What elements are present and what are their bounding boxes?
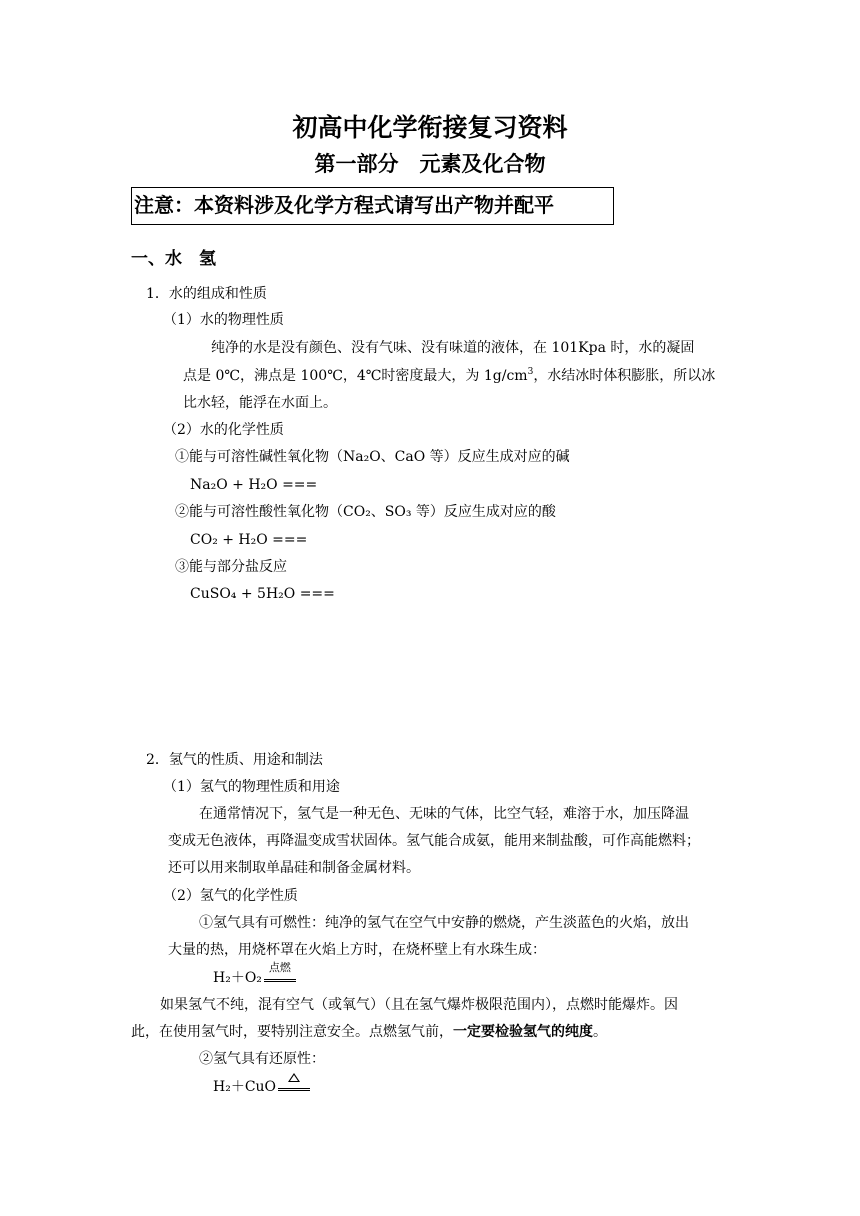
hydrogen-physical-heading: （1）氢气的物理性质和用途 <box>163 779 340 795</box>
water-chemical-item-1: ①能与可溶性碱性氧化物（Na₂O、CaO 等）反应生成对应的碱 <box>175 449 570 465</box>
hydrogen-warning-line-2 <box>131 1022 607 1042</box>
hydrogen-warning-line-1: 如果氢气不纯，混有空气（或氧气）（且在氢气爆炸极限范围内），点燃时能爆炸。因 <box>160 997 678 1013</box>
ignition-arrow <box>264 961 296 982</box>
document-subtitle: 第一部分 元素及化合物 <box>314 151 546 176</box>
heat-arrow <box>278 1077 310 1091</box>
water-physical-heading: （1）水的物理性质 <box>163 312 284 328</box>
hydrogen-heading: 2．氢气的性质、用途和制法 <box>146 752 323 768</box>
equation-h2-o2-reactants: H₂＋O₂ <box>213 970 262 986</box>
water-chemical-item-3: ③能与部分盐反应 <box>175 559 287 575</box>
hydrogen-combustion-line-2: 大量的热，用烧杯罩在火焰上方时，在烧杯壁上有水珠生成： <box>168 942 546 958</box>
ignition-label: 点燃 <box>268 961 291 974</box>
equation-cuso4-h2o: CuSO₄ + 5H₂O === <box>190 586 335 602</box>
equation-h2-cuo-reactants: H₂＋CuO <box>213 1079 277 1095</box>
hydrogen-chemical-heading: （2）氢气的化学性质 <box>163 888 298 904</box>
water-physical-line-2-a: 点是 0℃，沸点是 100℃，4℃时密度最大，为 1g/cm <box>183 368 528 384</box>
hydrogen-physical-line-2: 变成无色液体，再降温变成雪状固体。氢气能合成氨，能用来制盐酸，可作高能燃料； <box>168 833 700 849</box>
hydrogen-physical-line-3: 还可以用来制取单晶硅和制备金属材料。 <box>168 860 420 876</box>
water-heading: 1．水的组成和性质 <box>146 286 267 302</box>
water-chemical-heading: （2）水的化学性质 <box>163 422 284 438</box>
hydrogen-reduction-heading: ②氢气具有还原性： <box>199 1051 325 1067</box>
equation-h2-o2 <box>213 961 296 988</box>
hydrogen-warning-line-2-b: 。 <box>593 1024 607 1040</box>
water-physical-line-2-b: ，水结冰时体积膨胀，所以冰 <box>533 368 716 384</box>
water-chemical-item-2: ②能与可溶性酸性氧化物（CO₂、SO₃ 等）反应生成对应的酸 <box>175 504 556 520</box>
hydrogen-combustion-line-1: ①氢气具有可燃性：纯净的氢气在空气中安静的燃烧，产生淡蓝色的火焰，放出 <box>199 915 689 931</box>
section-heading-water-hydrogen: 一、水 氢 <box>131 249 216 269</box>
hydrogen-physical-line-1: 在通常情况下，氢气是一种无色、无味的气体，比空气轻，难溶于水，加压降温 <box>199 806 689 822</box>
superscript-3: 3 <box>527 367 534 377</box>
hydrogen-purity-emphasis: 一定要检验氢气的纯度 <box>453 1024 593 1040</box>
equation-na2o-h2o: Na₂O + H₂O === <box>190 477 318 493</box>
hydrogen-warning-line-2-a: 此，在使用氢气时，要特别注意安全。点燃氢气前， <box>131 1024 453 1040</box>
heat-triangle-icon <box>288 1073 300 1082</box>
equation-h2-cuo <box>213 1077 310 1097</box>
notice-box: 注意：本资料涉及化学方程式请写出产物并配平 <box>131 187 614 225</box>
document-title: 初高中化学衔接复习资料 <box>292 113 568 142</box>
water-physical-line-2 <box>183 366 715 386</box>
equation-co2-h2o: CO₂ + H₂O === <box>190 532 308 548</box>
water-physical-line-3: 比水轻，能浮在水面上。 <box>183 395 337 411</box>
water-physical-line-1: 纯净的水是没有颜色、没有气味、没有味道的液体，在 101Kpa 时，水的凝固 <box>211 340 695 356</box>
